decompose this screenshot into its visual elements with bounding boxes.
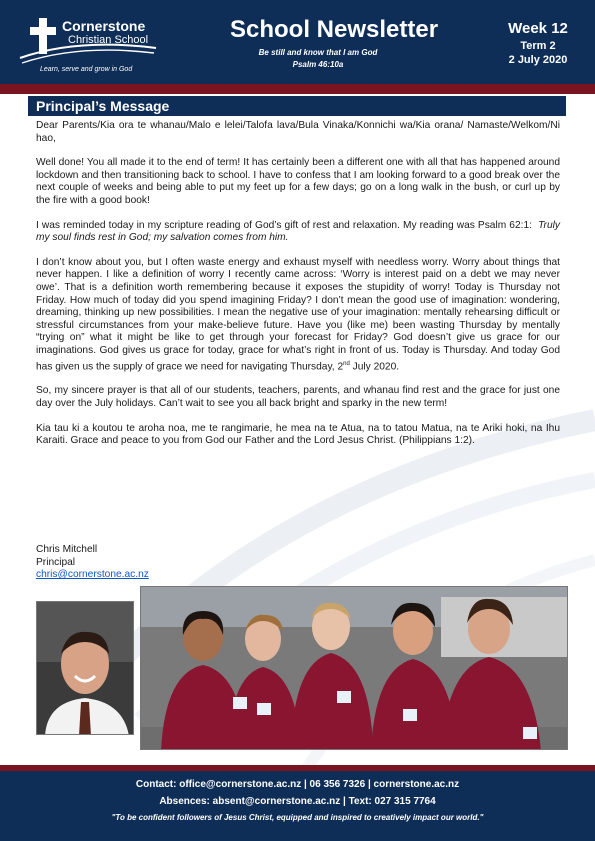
issue-week: Week 12 (508, 20, 568, 37)
section-title-bar (28, 96, 566, 116)
students-group-photo (140, 586, 568, 750)
newsletter-header (0, 0, 595, 84)
school-name-line2: Christian School (68, 34, 149, 46)
header-verse-ref: Psalm 46:10a (292, 60, 344, 69)
message-paragraph-1: Well done! You all made it to the end of term! It has certainly been a different one with all that has happened around lockdown and then transitioning back to school. I have to confess that I am looking forward to a good break over the next couple of weeks and being able to put my feet up for a few days; go on a long walk in the bush, or curl up by the fire with a good book! (36, 157, 560, 206)
school-logo (18, 12, 158, 82)
header-verse: Be still and know that I am God (258, 48, 378, 57)
footer-motto: "To be confident followers of Jesus Christ, equipped and inspired to creatively impact our world." (111, 813, 484, 822)
message-paragraph-4: So, my sincere prayer is that all of our students, teachers, parents, and whanau find rest and the grace for just one day over the July holidays. Can’t wait to see you all back bright and sparky in the new term! (36, 385, 560, 410)
signature-role: Principal (36, 556, 76, 568)
message-paragraph-3 (36, 257, 560, 374)
students-photo-icon (141, 587, 568, 750)
school-tagline: Learn, serve and grow in God (40, 66, 133, 73)
footer-absences: Absences: absent@cornerstone.ac.nz | Text: 027 315 7764 (159, 796, 436, 807)
principal-portrait-icon (37, 602, 134, 735)
paragraph-3-end: July 2020. (349, 360, 400, 372)
scripture-quote: Truly my soul finds rest in God; my salvation comes from him. (36, 219, 560, 244)
paragraph-3-text: I don’t know about you, but I often waste energy and exhaust myself with needless worry. Worry about things that never happen. I like a definition of worry I recently came across: ‘Worry is interest paid on a debt we may never owe’. That is a definition worth remembering because it exposes the stupidity of worry! Today is Thursday not Friday. How much of today did you spend imagining Friday? I don’t mean the good use of imagination: wondering, dreaming, thinking up new possibilities. I mean the negative use of your imagination: mentally rehearsing difficult or stressful circumstances from your make-believe future. Have you (like me) been wasting Thursday by mentally “trying on” what it might be like to get through your forecast for Friday? God doesn’t give us grace for our imaginations. God gives us grace for today, grace for what’s right in front of us. Today is Thursday. And today God has given us the supply of grace we need for navigating Thursday, 2 (36, 256, 560, 372)
section-title: Principal’s Message (36, 98, 170, 114)
message-paragraph-2 (36, 220, 560, 245)
footer-contact: Contact: office@cornerstone.ac.nz | 06 356 7326 | cornerstone.ac.nz (135, 779, 460, 790)
school-name-line1: Cornerstone (62, 18, 146, 34)
newsletter-title: School Newsletter (230, 16, 439, 43)
principal-message (36, 120, 560, 460)
issue-date: 2 July 2020 (508, 54, 568, 66)
principal-email-link[interactable]: chris@cornerstone.ac.nz (36, 569, 149, 581)
issue-term: Term 2 (520, 40, 556, 52)
ordinal-suffix: nd (343, 360, 350, 367)
header-stripe (0, 84, 595, 94)
message-greeting: Dear Parents/Kia ora te whanau/Malo e lelei/Talofa lava/Bula Vinaka/Konnichi wa/Kia orana/ Namaste/Welkom/Ni hao, (36, 120, 560, 144)
principal-photo (36, 601, 134, 735)
newsletter-footer (0, 771, 595, 841)
signature-block (36, 544, 149, 582)
signature-name: Chris Mitchell (36, 544, 98, 555)
paragraph-2-text: I was reminded today in my scripture reading of God’s gift of rest and relaxation. My reading was Psalm 62:1: (36, 219, 532, 231)
message-paragraph-5: Kia tau ki a koutou te aroha noa, me te rangimarie, he mea na te Atua, na to tatou Matua, na te Ariki hoki, na Ihu Karaiti. Grace and peace to you from God our Father and the Lord Jesus Christ. (Philippians 1:2). (36, 422, 560, 447)
